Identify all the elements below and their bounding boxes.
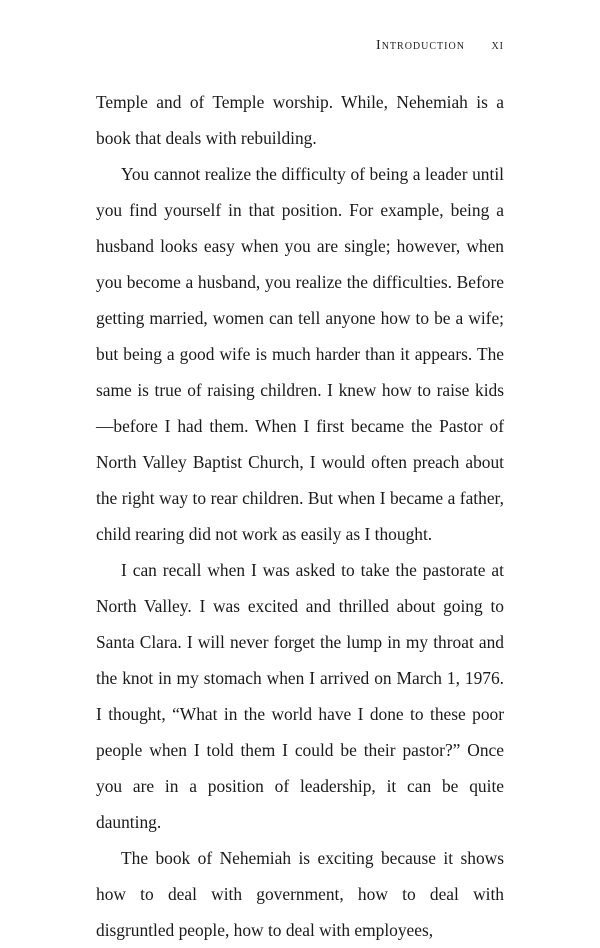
paragraph: You cannot realize the difficulty of being a leader until you find yourself in that position. For example, being a husband looks easy when you are single; however, when you become a husband, you realize the difficulties. Before getting married, women can tell anyone how to be a wife; but being a good wife is much harder than it appears. The same is true of raising children. I knew how to raise kids—before I had them. When I first became the Pastor of North Valley Baptist Church, I would often preach about the right way to rear children. But when I became a father, child rearing did not work as easily as I thought. bbox=[96, 164, 504, 544]
body-text bbox=[96, 84, 504, 948]
running-head bbox=[376, 38, 504, 54]
page-number: xi bbox=[491, 38, 504, 53]
paragraph-continued: Temple and of Temple worship. While, Nehemiah is a book that deals with rebuilding. bbox=[96, 92, 504, 148]
running-head-title: Introduction bbox=[376, 38, 465, 53]
paragraph: The book of Nehemiah is exciting because it shows how to deal with government, how to deal with disgruntled people, how to deal with employees, bbox=[96, 848, 504, 940]
paragraph: I can recall when I was asked to take the pastorate at North Valley. I was excited and thrilled about going to Santa Clara. I will never forget the lump in my throat and the knot in my stomach when I arrived on March 1, 1976. I thought, “What in the world have I done to these poor people when I told them I could be their pastor?” Once you are in a position of leadership, it can be quite daunting. bbox=[96, 560, 504, 832]
